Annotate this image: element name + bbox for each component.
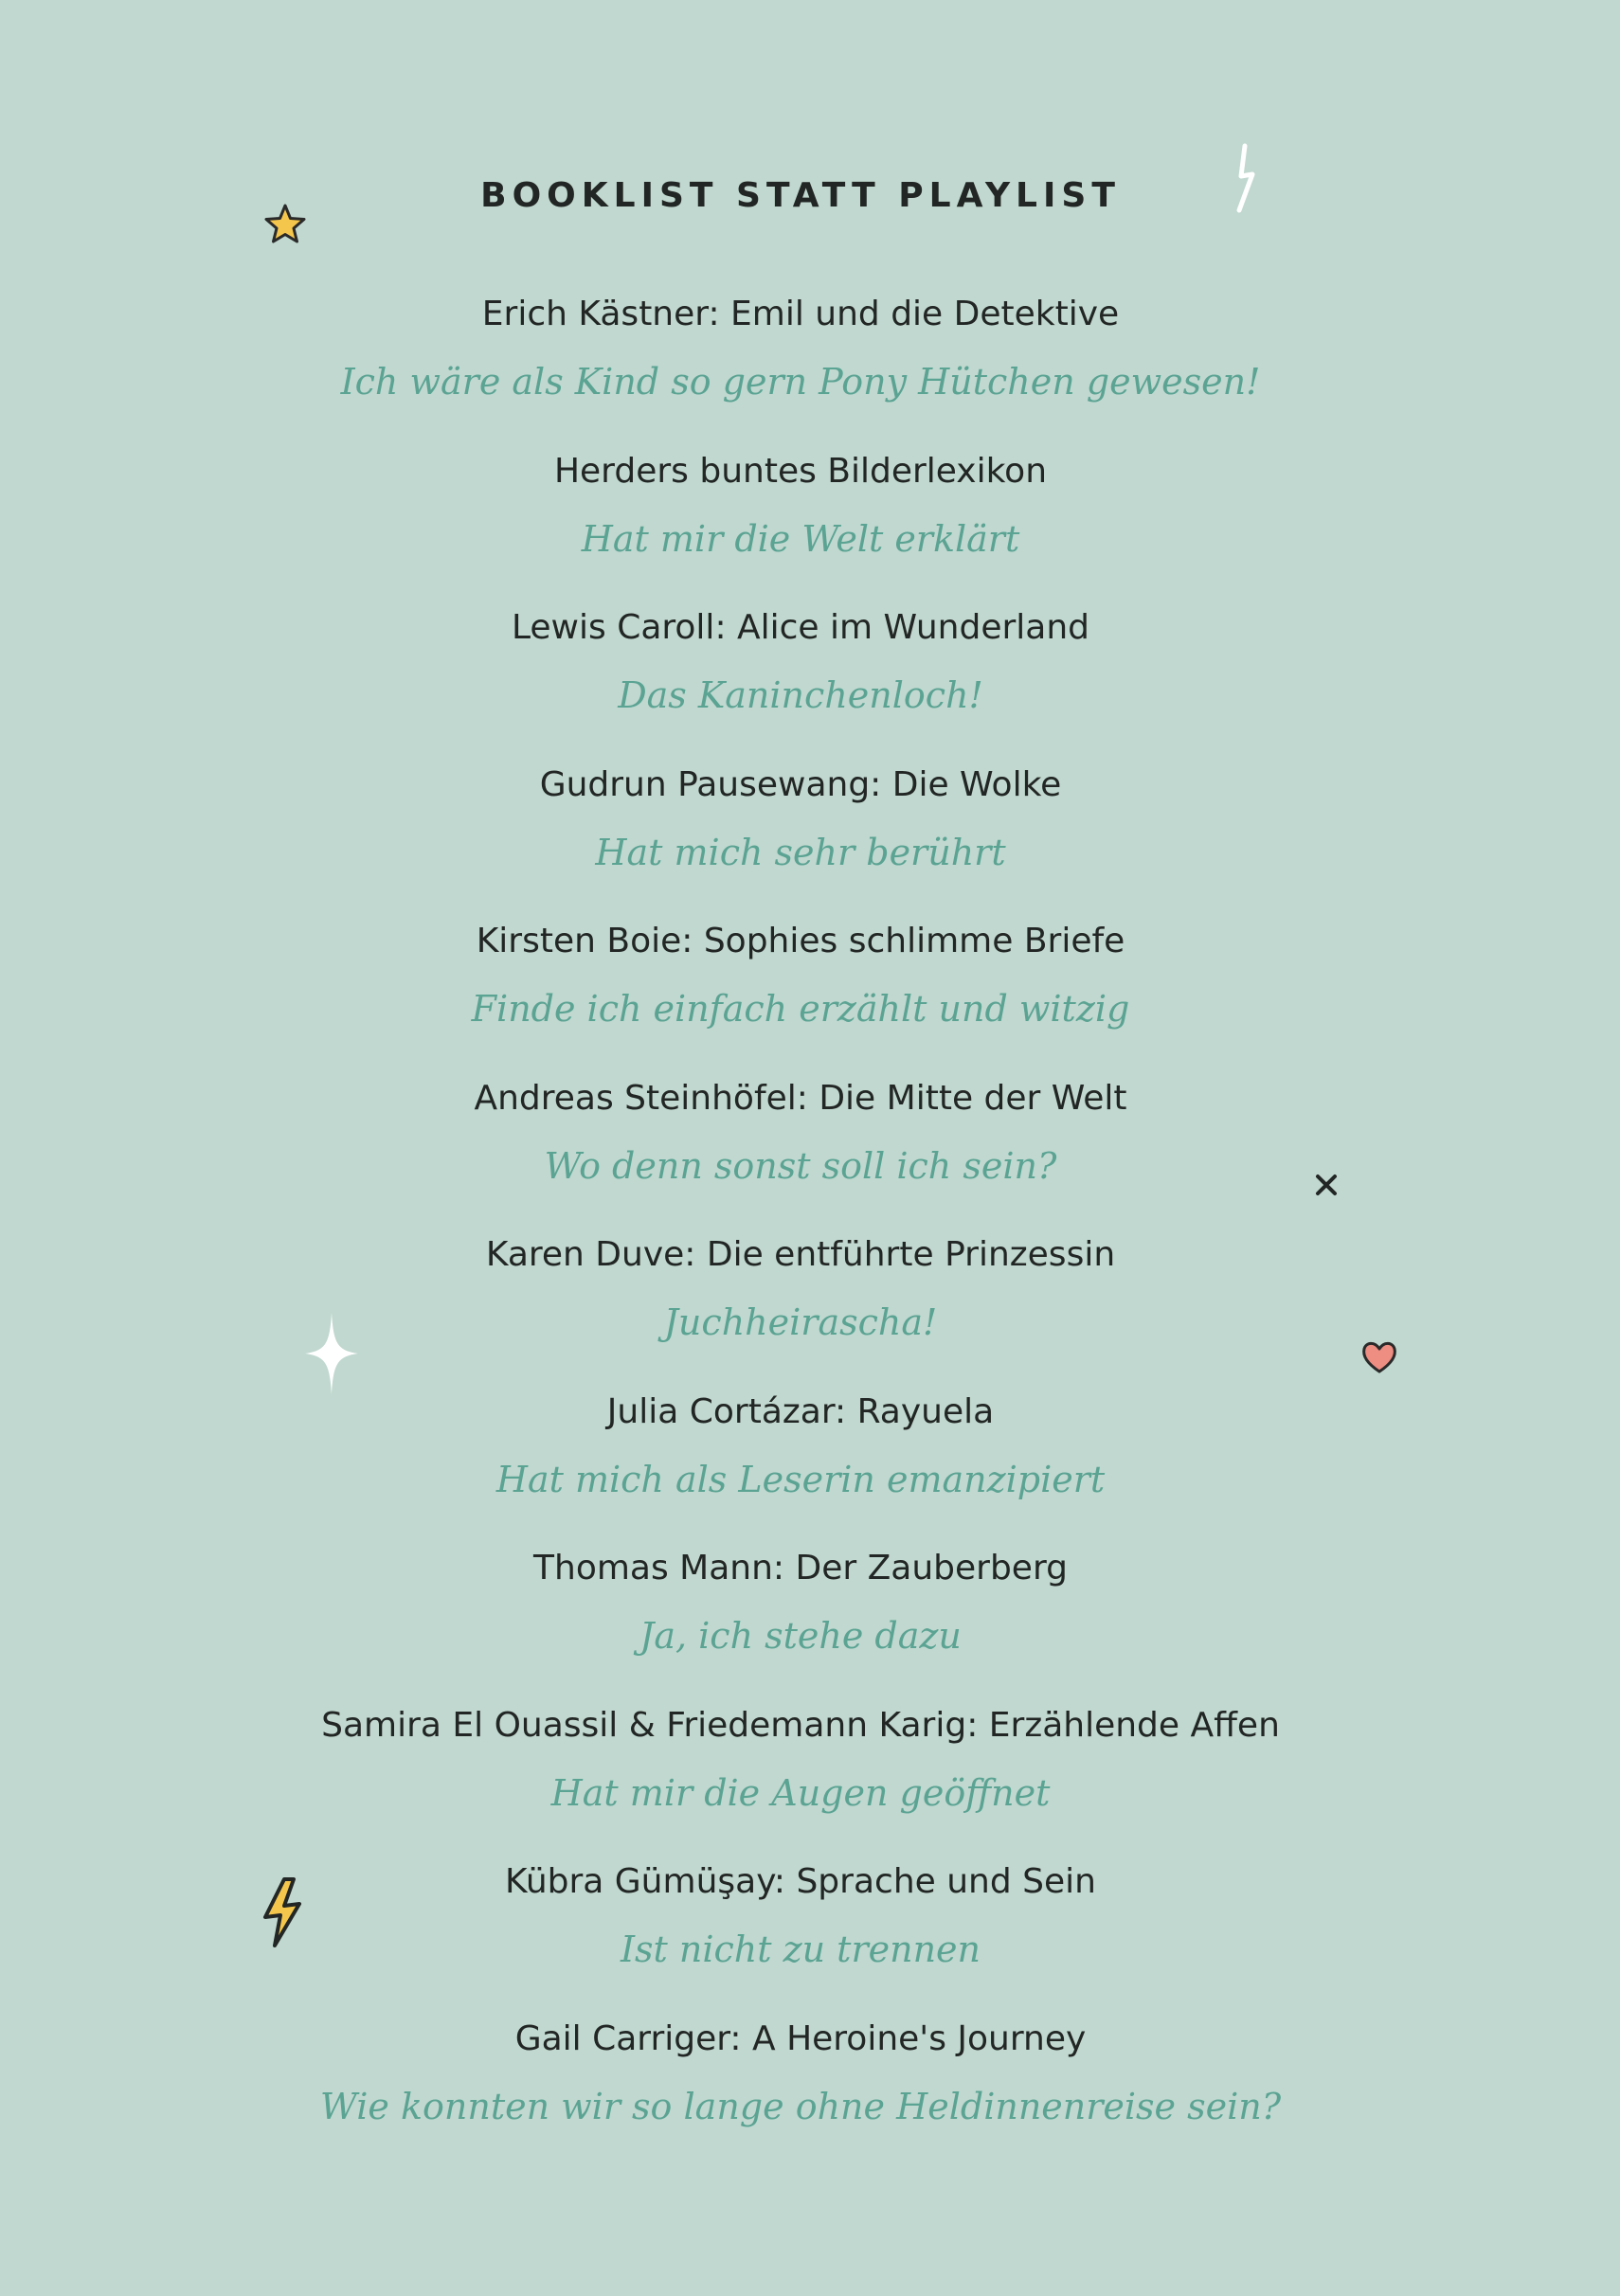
list-item (0, 764, 1601, 874)
list-item (0, 294, 1601, 404)
book-title: Andreas Steinhöfel: Die Mitte der Welt (474, 1079, 1127, 1118)
book-title: Erich Kästner: Emil und die Detektive (481, 295, 1120, 333)
list-item (0, 1548, 1601, 1658)
book-title: Julia Cortázar: Rayuela (606, 1392, 995, 1431)
book-title: Karen Duve: Die entführte Prinzessin (485, 1235, 1116, 1274)
book-comment: Hat mich als Leserin emanzipiert (495, 1459, 1106, 1500)
page-title: BOOKLIST STATT PLAYLIST (480, 176, 1121, 215)
book-comment: Ich wäre als Kind so gern Pony Hütchen gewesen! (340, 361, 1261, 403)
list-item (0, 1705, 1601, 1815)
list-item (0, 1391, 1601, 1501)
book-title: Kübra Gümüşay: Sprache und Sein (505, 1862, 1096, 1901)
book-title: Gail Carriger: A Heroine's Journey (514, 2019, 1087, 2058)
list-item (0, 607, 1601, 717)
book-comment: Hat mir die Augen geöffnet (550, 1772, 1051, 1814)
book-comment: Ja, ich stehe dazu (639, 1615, 962, 1657)
book-comment: Wo denn sonst soll ich sein? (544, 1145, 1057, 1187)
list-item (0, 1861, 1601, 1971)
book-comment: Finde ich einfach erzählt und witzig (471, 988, 1130, 1030)
star-icon (261, 201, 309, 248)
book-title: Thomas Mann: Der Zauberberg (533, 1549, 1068, 1587)
book-title: Samira El Ouassil & Friedemann Karig: Erzählende Affen (321, 1706, 1280, 1745)
list-item (0, 1234, 1601, 1344)
book-comment: Wie konnten wir so lange ohne Heldinnenreise sein? (319, 2086, 1282, 2127)
book-title: Herders buntes Bilderlexikon (553, 452, 1048, 491)
book-comment: Hat mich sehr berührt (595, 832, 1006, 873)
book-comment: Juchheirascha! (663, 1301, 938, 1343)
book-comment: Hat mir die Welt erklärt (581, 518, 1020, 560)
book-title: Gudrun Pausewang: Die Wolke (539, 765, 1062, 804)
list-item (0, 1078, 1601, 1188)
book-comment: Das Kaninchenloch! (618, 674, 983, 716)
list-item (0, 2018, 1601, 2128)
list-item (0, 921, 1601, 1031)
book-title: Lewis Caroll: Alice im Wunderland (511, 608, 1090, 647)
book-comment: Ist nicht zu trennen (621, 1928, 981, 1970)
list-item (0, 451, 1601, 561)
book-title: Kirsten Boie: Sophies schlimme Briefe (476, 922, 1125, 960)
lightning-outline-icon (1228, 142, 1266, 214)
